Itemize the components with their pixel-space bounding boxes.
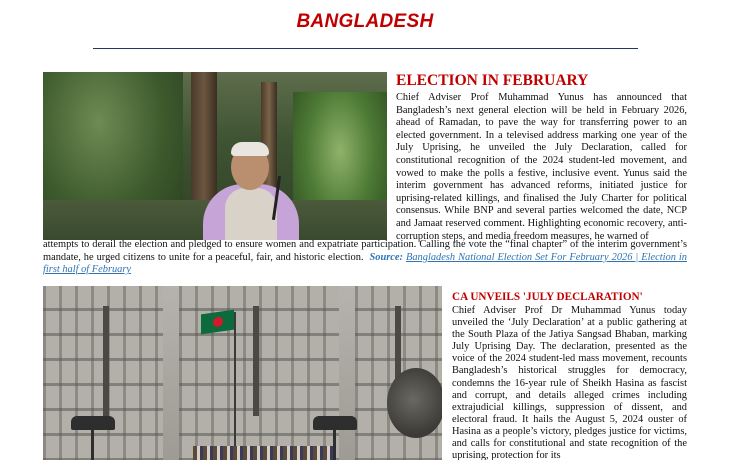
- article1-body-full: [43, 239, 687, 277]
- article2-body: Chief Adviser Prof Dr Muhammad Yunus today unveiled the ‘July Declaration’ at a public gathering at the South Plaza of the Jatiya Sangsad Bhaban, marking July Uprising Day. The declaration, presented as the voice of the 2024 student-led mass movement, recounts Bangladesh’s historical struggles for democracy, condemns the 16-year rule of Sheikh Hasina as fascist and corrupt, and details alleged crimes including extrajudicial killings, suppression of dissent, and electoral fraud. It hails the August 5, 2024 ouster of Hasina as a people’s victory, pledges justice for victims, and calls for constitutional and state recognition of the uprising, protection for its: [452, 305, 687, 460]
- source-link[interactable]: Bangladesh National Election Set For February 2026 | Election in first half of February: [43, 251, 687, 276]
- article1-body-continued: attempts to derail the election and pledged to ensure women and expatriate participation. Calling the vote the “final chapter” of the interim government’s mandate, he urged citizens to unite for a peaceful, fair, and historic election.: [43, 239, 687, 263]
- article1-headline: ELECTION IN FEBRUARY: [396, 72, 589, 89]
- article1-body-side: Chief Adviser Prof Muhammad Yunus has announced that Bangladesh’s next general election will be held in February 2026, ahead of Ramadan, to pave the way for transferring power to an elected government. In a televised address marking one year of the July Uprising, he unveiled the July Declaration, called for constitutional recognition of the 2024 student-led movement, and vowed to make the polls a festive, inclusive event. Yunus said the interim government has advanced reforms, initiated justice for uprising-related killings, and finalised the July Charter for political consensus. While BNP and several parties welcomed the date, NCP and Jamaat reserved comment. Highlighting economic recovery, anti-corruption steps, and media freedom measures, he warned of: [396, 92, 687, 242]
- title-rule: [93, 48, 638, 49]
- article2-headline: CA UNVEILS 'JULY DECLARATION': [452, 291, 643, 303]
- yunus-speech-photo: [43, 72, 387, 240]
- parliament-building-photo: [43, 286, 442, 460]
- source-label: Source:: [369, 251, 403, 263]
- page-title: BANGLADESH: [296, 11, 434, 32]
